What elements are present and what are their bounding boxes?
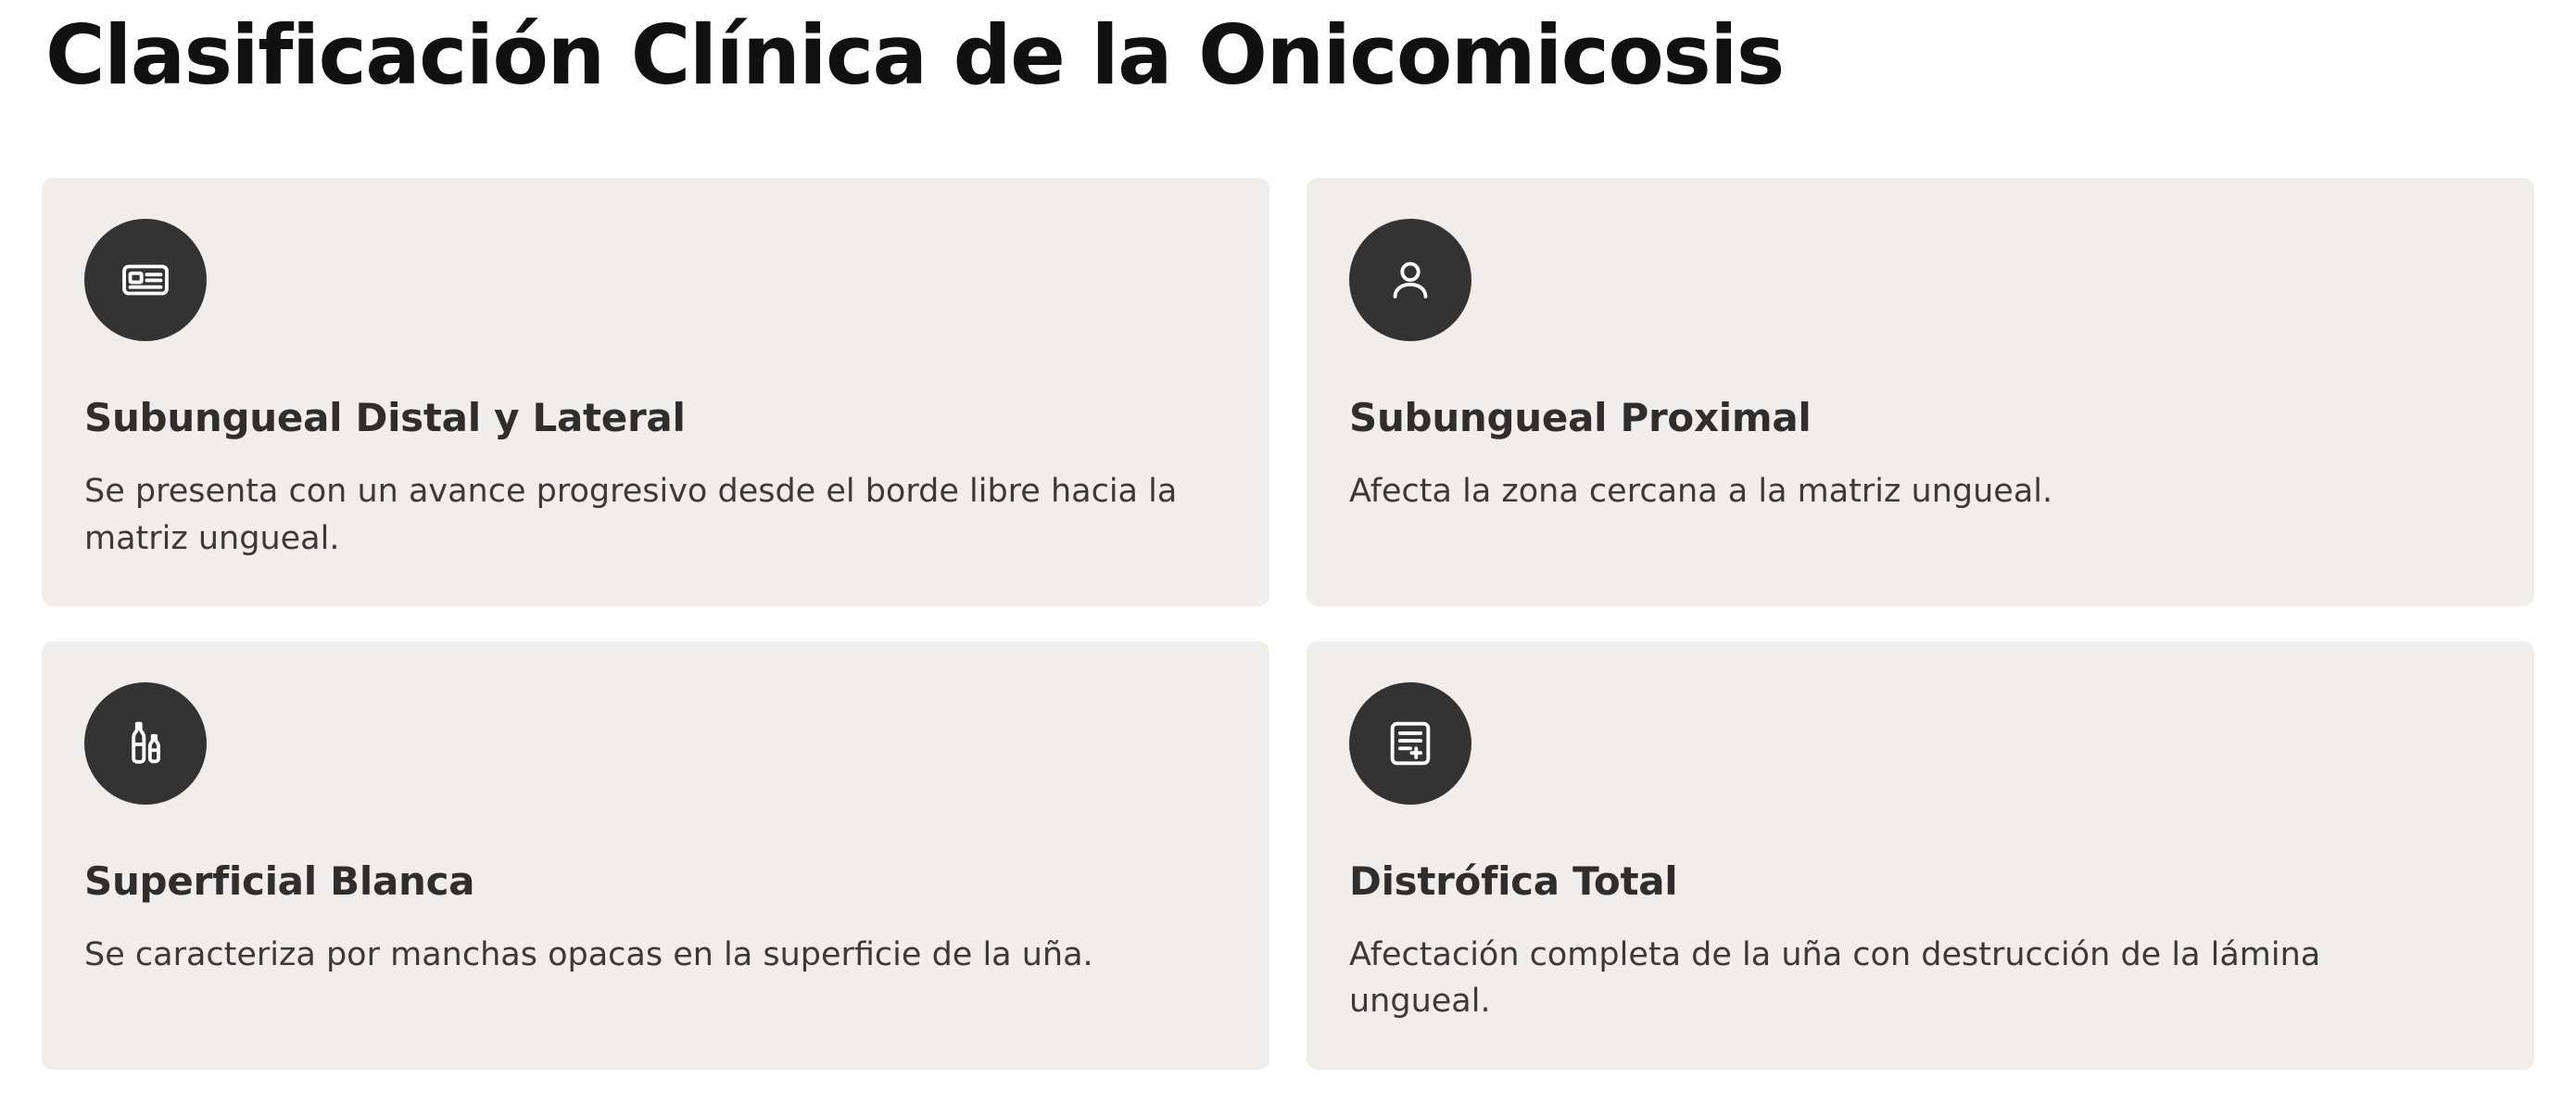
card-subungueal-distal-lateral[interactable] [42,178,1269,606]
card-description: Afecta la zona cercana a la matriz ungueal. [1349,472,2053,510]
card-description: Afectación completa de la uña con destrucción de la lámina ungueal. [1349,935,2321,1021]
card-subungueal-proximal[interactable] [1307,178,2534,606]
classification-card-grid [42,178,2534,1070]
card-title: Subungueal Distal y Lateral [84,395,686,441]
user-icon [1349,219,1471,341]
card-description: Se presenta con un avance progresivo desde el borde libre hacia la matriz ungueal. [84,472,1178,557]
card-title: Superficial Blanca [84,858,475,905]
bottles-icon [84,682,207,805]
card-distrofica-total[interactable] [1307,641,2534,1070]
document-add-icon [1349,682,1471,805]
card-title: Distrófica Total [1349,858,1678,905]
card-description: Se caracteriza por manchas opacas en la superficie de la uña. [84,935,1093,973]
page-title: Clasificación Clínica de la Onicomicosis [45,7,1784,103]
card-title: Subungueal Proximal [1349,395,1812,441]
id-card-icon [84,219,207,341]
card-superficial-blanca[interactable] [42,641,1269,1070]
page-container [0,7,2576,1070]
